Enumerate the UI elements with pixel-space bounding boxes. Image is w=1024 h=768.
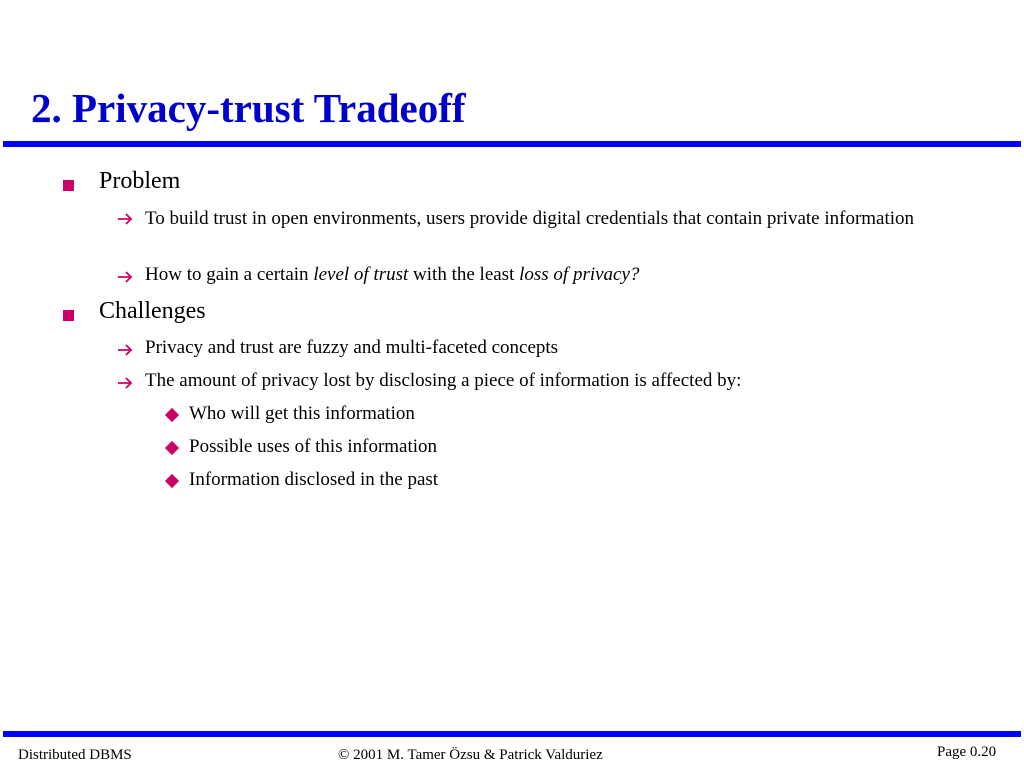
emphasis-loss-of-privacy: loss of privacy? [519,264,640,285]
footer-page-number: Page 0.20 [937,744,997,760]
arrow-right-icon [117,269,133,285]
diamond-bullet-icon [165,474,179,488]
slide-title: 2. Privacy-trust Tradeoff [31,85,466,131]
sub-bullet-text: Privacy and trust are fuzzy and multi-faceted concepts [145,337,559,358]
sub-bullet-text [145,264,639,286]
sub-bullet-text: To build trust in open environments, users provide digital credentials that contain private information [145,208,915,229]
sub-bullet-text: The amount of privacy lost by disclosing a piece of information is affected by: [145,370,742,391]
text-segment: with the least [408,264,520,285]
title-divider [3,141,1021,147]
arrow-right-icon [117,211,133,227]
bullet-text: Problem [99,168,181,194]
text-segment: How to gain a certain [145,264,314,285]
sub-sub-bullet-text: Possible uses of this information [189,436,438,457]
arrow-right-icon [117,342,133,358]
footer-course-name: Distributed DBMS [18,747,132,763]
diamond-bullet-icon [165,441,179,455]
emphasis-level-of-trust: level of trust [313,264,409,285]
footer-divider [3,731,1021,737]
diamond-bullet-icon [165,408,179,422]
square-bullet-icon [63,180,74,191]
sub-sub-bullet-text: Who will get this information [189,403,415,424]
square-bullet-icon [63,310,74,321]
arrow-right-icon [117,375,133,391]
sub-sub-bullet-text: Information disclosed in the past [189,469,439,490]
footer-copyright: © 2001 M. Tamer Özsu & Patrick Valduriez [338,747,603,763]
bullet-text: Challenges [99,298,206,324]
